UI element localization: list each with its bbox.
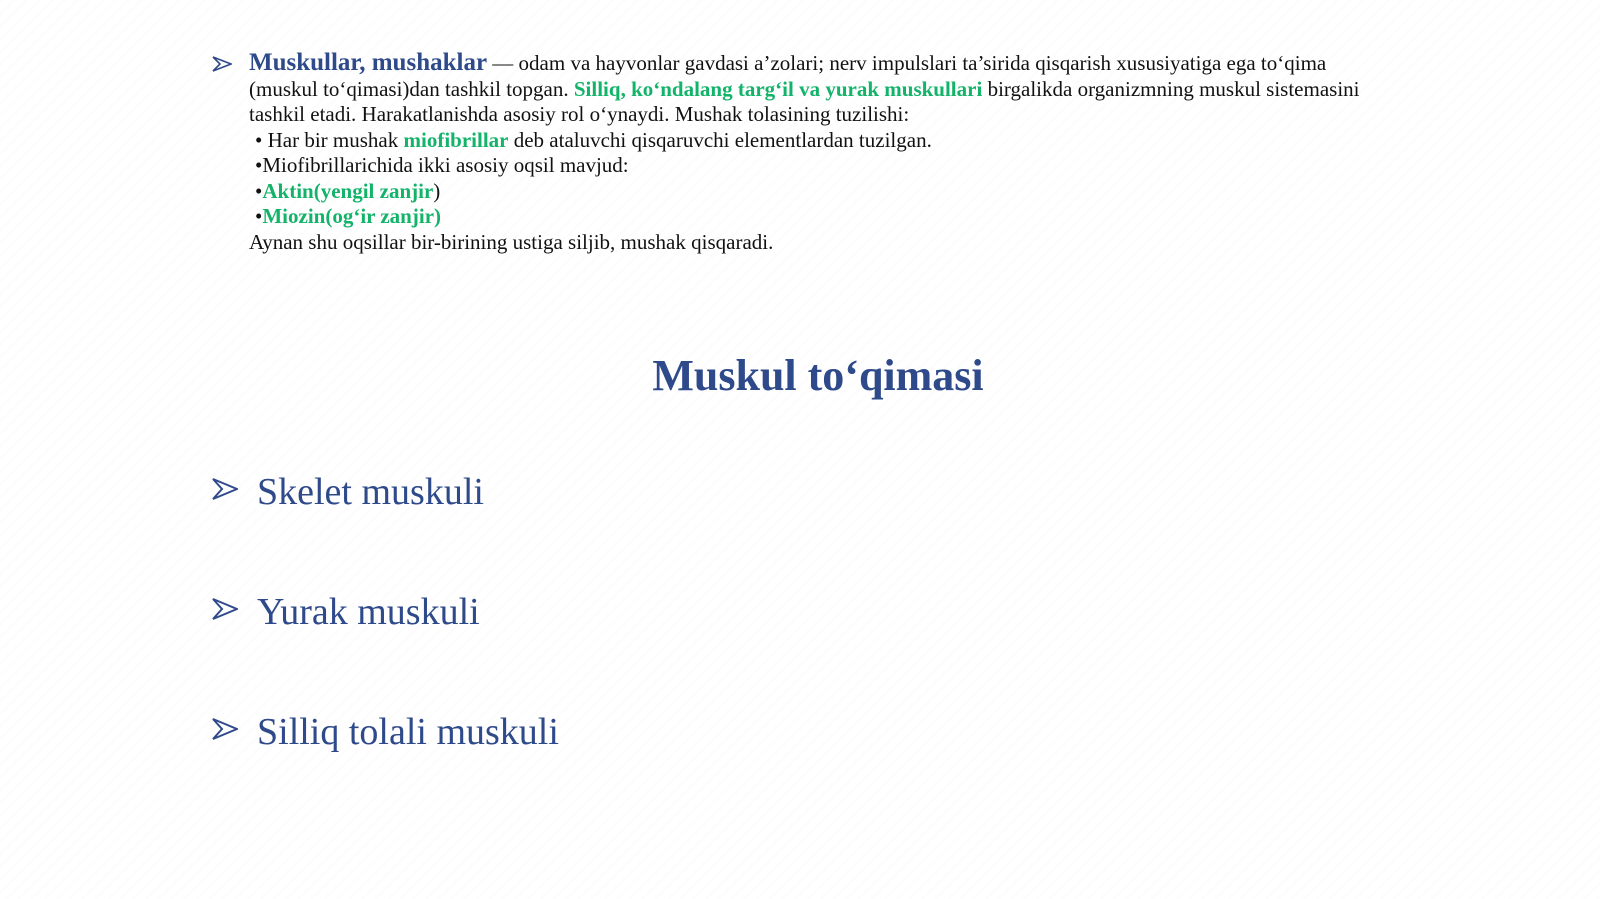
structure-line-text: • Har bir mushak — [255, 127, 404, 152]
arrowhead-bullet-icon — [212, 718, 238, 740]
muscle-type-label: Yurak muskuli — [257, 591, 480, 633]
intro-term: Muskullar, mushaklar — [249, 49, 488, 76]
aktin-keyword: Aktin(yengil zanjir — [262, 178, 434, 203]
structure-line-miozin — [249, 204, 1392, 230]
intro-definition: — odam va hayvonlar gavdasi a’zolari; nerv impulslari ta’sirida qisqarish xususiyatiga ega to‘qima (muskul to‘qimasi)dan tashkil topgan. — [249, 51, 1327, 101]
intro-paragraph — [212, 50, 1392, 255]
intro-muscle-types-highlight: Silliq, ko‘ndalang targ‘il va yurak muskullari — [573, 76, 983, 101]
arrowhead-bullet-icon — [212, 56, 232, 72]
structure-line-aktin — [249, 179, 1392, 205]
arrowhead-bullet-icon — [212, 478, 238, 500]
closing-paren: ) — [433, 178, 441, 203]
bullet-dot: • — [255, 204, 263, 228]
slide-title: Muskul to‘qimasi — [652, 351, 984, 400]
arrowhead-bullet-icon — [212, 598, 238, 620]
structure-line-miofibrillar — [249, 128, 1392, 154]
structure-line-proteins: •Miofibrillarichida ikki asosiy oqsil mavjud: — [255, 153, 629, 177]
structure-line-text: deb ataluvchi qisqaruvchi elementlardan tuzilgan. — [508, 127, 932, 152]
bullet-dot: • — [255, 178, 263, 203]
muscle-type-label: Silliq tolali muskuli — [257, 711, 559, 753]
conclusion-line: Aynan shu oqsillar bir-birining ustiga siljib, mushak qisqaradi. — [249, 229, 774, 254]
intro-definition-continued: birgalikda organizmning muskul sistemasini tashkil etadi. Harakatlanishda asosiy rol o‘ynaydi. Mushak tolasining tuzilishi: — [249, 76, 1360, 126]
miozin-keyword: Miozin(og‘ir zanjir) — [262, 204, 442, 228]
muscle-type-label: Skelet muskuli — [257, 471, 484, 513]
miofibrillar-keyword: miofibrillar — [403, 127, 509, 152]
intro-text — [249, 50, 1392, 255]
